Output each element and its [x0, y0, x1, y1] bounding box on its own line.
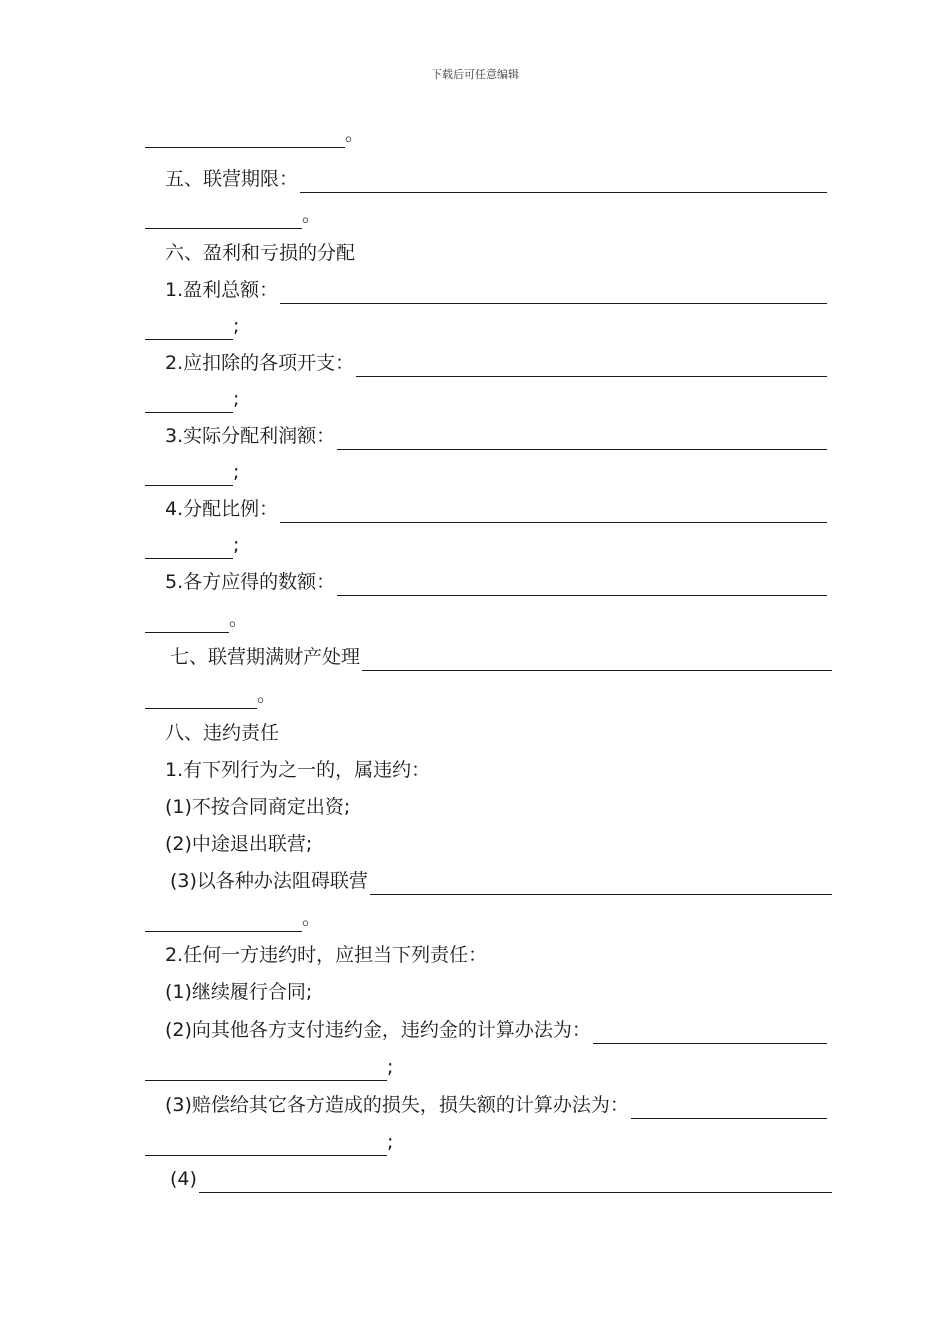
- blank-line: [337, 427, 827, 450]
- line-end: ;: [387, 1131, 394, 1153]
- blank-line: [145, 390, 233, 413]
- line-end: 。: [302, 204, 322, 226]
- item-6-2-continuation: [145, 377, 807, 413]
- item-6-1: [145, 268, 827, 304]
- item-6-4-continuation: [145, 523, 807, 559]
- blank-line: [145, 610, 229, 633]
- item-8-2-c-continuation: [145, 1120, 807, 1156]
- blank-line: [145, 463, 233, 486]
- item-8-1-text: 1.有下列行为之一的，属违约：: [165, 759, 431, 781]
- blank-line: [337, 573, 827, 596]
- blank-line: [145, 125, 345, 148]
- item-8-1-a-text: (1)不按合同商定出资;: [165, 796, 351, 818]
- item-6-2: [145, 341, 827, 377]
- item-8-2-c-text: (3)赔偿给其它各方造成的损失，损失额的计算办法为：: [165, 1094, 629, 1116]
- item-8-1-c-continuation: [145, 896, 807, 932]
- item-6-3-label: 3.实际分配利润额：: [165, 425, 336, 447]
- blank-line: [145, 1133, 387, 1156]
- item-8-1: [145, 748, 827, 784]
- section-5-label: 五、联营期限：: [165, 168, 299, 190]
- item-8-1-b-text: (2)中途退出联营;: [165, 833, 313, 855]
- line-end: ;: [233, 461, 240, 483]
- section-7-label: 七、联营期满财产处理: [170, 646, 361, 668]
- line-end: ;: [387, 1056, 394, 1078]
- item-6-1-label: 1.盈利总额：: [165, 279, 279, 301]
- blank-line: [593, 1021, 827, 1044]
- item-8-2-a: [145, 970, 827, 1006]
- item-8-2-b-text: (2)向其他各方支付违约金，违约金的计算办法为：: [165, 1019, 591, 1041]
- blank-line: [370, 872, 832, 895]
- blank-line: [280, 281, 827, 304]
- item-8-2-text: 2.任何一方违约时，应担当下列责任：: [165, 944, 488, 966]
- blank-line: [145, 686, 257, 709]
- blank-line: [362, 648, 832, 671]
- item-6-1-continuation: [145, 304, 807, 340]
- section-6-title: [145, 231, 827, 267]
- blank-line: [145, 317, 233, 340]
- section-8-title-text: 八、违约责任: [165, 722, 280, 744]
- section-5-continuation: [145, 193, 807, 229]
- blank-line: [145, 536, 233, 559]
- item-6-4-label: 4.分配比例：: [165, 498, 279, 520]
- item-8-2-d-text: (4): [170, 1168, 197, 1190]
- section-6-title-text: 六、盈利和亏损的分配: [165, 242, 356, 264]
- item-8-1-c: [145, 859, 832, 895]
- item-8-2-d: [145, 1157, 832, 1193]
- item-8-2-b-continuation: [145, 1045, 807, 1081]
- line-prev-continuation: [145, 112, 807, 148]
- item-8-1-a: [145, 785, 827, 821]
- item-6-5: [145, 560, 827, 596]
- line-end: 。: [345, 123, 365, 145]
- item-6-4: [145, 487, 827, 523]
- item-8-1-c-text: (3)以各种办法阻碍联营: [170, 870, 368, 892]
- blank-line: [300, 170, 827, 193]
- item-6-5-continuation: [145, 597, 807, 633]
- item-8-2-c: [145, 1083, 827, 1119]
- item-6-5-label: 5.各方应得的数额：: [165, 571, 336, 593]
- line-end: 。: [257, 684, 277, 706]
- line-end: ;: [233, 315, 240, 337]
- section-7-property: [145, 635, 832, 671]
- section-8-title: [145, 711, 827, 747]
- section-7-continuation: [145, 673, 807, 709]
- item-6-3: [145, 414, 827, 450]
- section-5-term: [145, 157, 827, 193]
- item-8-2-a-text: (1)继续履行合同;: [165, 981, 313, 1003]
- item-6-2-label: 2.应扣除的各项开支：: [165, 352, 355, 374]
- blank-line: [356, 354, 827, 377]
- blank-line: [145, 1058, 387, 1081]
- blank-line: [145, 909, 302, 932]
- line-end: 。: [302, 907, 322, 929]
- item-8-2: [145, 933, 827, 969]
- line-end: ;: [233, 388, 240, 410]
- line-end: 。: [229, 608, 249, 630]
- item-8-2-b: [145, 1008, 827, 1044]
- blank-line: [199, 1170, 832, 1193]
- blank-line: [631, 1096, 827, 1119]
- item-8-1-b: [145, 822, 827, 858]
- line-end: ;: [233, 534, 240, 556]
- blank-line: [145, 206, 302, 229]
- blank-line: [280, 500, 827, 523]
- page-header: 下载后可任意编辑: [431, 68, 519, 81]
- item-6-3-continuation: [145, 450, 807, 486]
